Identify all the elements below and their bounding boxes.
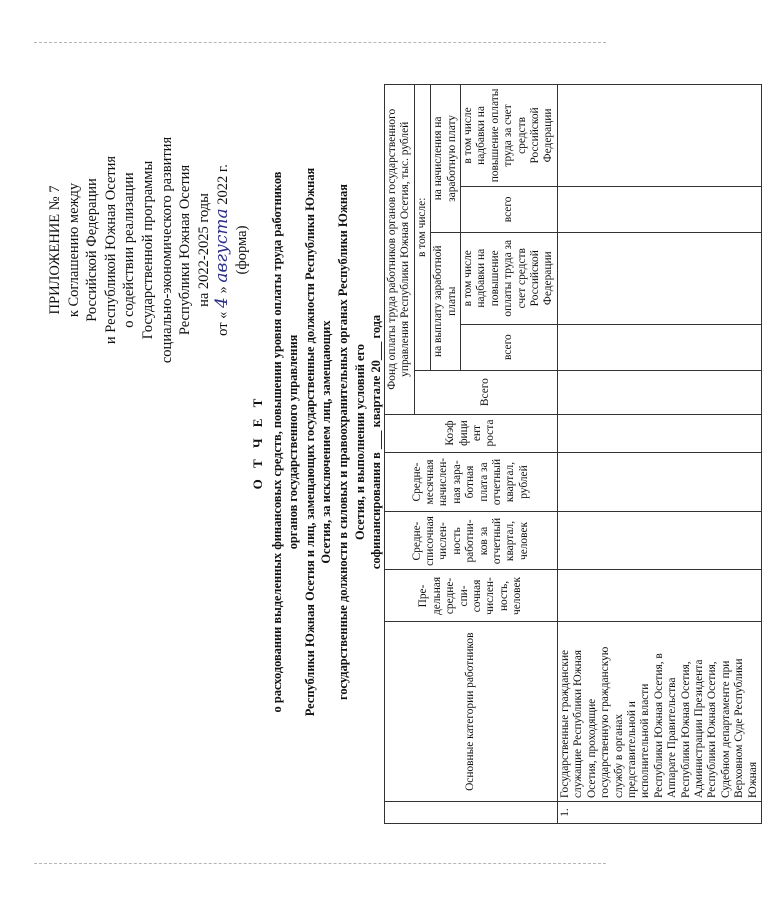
header-salary-payment: на выплату заработной платы xyxy=(431,232,461,370)
header-salary-rf: в том числе надбавки на повышение оплаты труда за счет средств Российской Федерации xyxy=(461,232,558,324)
report-title xyxy=(250,162,385,722)
title-line: о расходовании выделенных финансовых средств, повышении уровня оплаты труда работников органов государственного управления xyxy=(269,171,301,713)
form-label: (форма) xyxy=(233,225,250,275)
rotated-page xyxy=(44,62,759,862)
row-cell xyxy=(557,85,761,187)
header-including: в том числе: xyxy=(414,85,430,371)
appendix-line: социально-экономического развития xyxy=(158,136,175,364)
row-cell xyxy=(557,324,761,370)
header-avg-headcount: Средне-списочная числен-ность работни-ков за отчетный квартал, человек xyxy=(385,512,558,570)
header-salary-accrual: на начисления на заработную плату xyxy=(431,85,461,233)
report-heading: О Т Ч Е Т xyxy=(250,394,265,490)
header-avg-salary: Средне-месячная начислен-ная зара-ботная плата за отчетный квартал, рублей xyxy=(385,452,558,512)
row-cell xyxy=(557,370,761,414)
row-cell xyxy=(557,512,761,570)
table-row xyxy=(557,85,761,824)
header-salary-all: всего xyxy=(461,324,558,370)
title-line: Республики Южная Осетия и лиц, замещающих государственные должности Республики Южная Осетия, за исключением лиц, замещающих xyxy=(302,167,334,717)
appendix-line: Государственной программы xyxy=(139,160,156,340)
appendix-date xyxy=(213,100,233,400)
appendix-line: к Соглашению между xyxy=(65,182,82,318)
row-cell xyxy=(557,232,761,324)
header-num xyxy=(385,802,558,824)
header-accrual-rf: в том числе надбавки на повышение оплаты труда за счет средств Российской Федерации xyxy=(461,85,558,187)
report-table xyxy=(384,84,762,824)
appendix-line: Республики Южная Осетия xyxy=(177,164,194,336)
row-cell xyxy=(557,414,761,452)
title-line: софинансирования в ___ квартале 20___ года xyxy=(369,314,384,570)
row-category: Государственные гражданские служащие Республики Южная Осетия, проходящие государственную гражданскую службу в органах представительной и исполнительной власти Республики Южная Осетия, в Аппарате Правительства Республики Южная Осетия, Администрации Президента Республики Южная Осетия, Судебном департаменте при Верховном Суде Республики Южная xyxy=(557,622,761,802)
header-total: Всего xyxy=(414,370,557,414)
row-cell xyxy=(557,452,761,512)
appendix-line: о содействии реализации xyxy=(121,172,138,328)
header-categories: Основные категории работников xyxy=(385,622,558,802)
date-prefix: от « xyxy=(215,311,232,336)
date-year: 2022 г. xyxy=(215,164,232,205)
header-accrual-all: всего xyxy=(461,186,558,232)
row-cell xyxy=(557,570,761,622)
date-month-handwritten: августа xyxy=(212,208,233,283)
appendix-line: и Республикой Южная Осетия xyxy=(102,155,119,345)
row-cell xyxy=(557,186,761,232)
header-growth-coef: Коэф фици ент роста xyxy=(385,414,558,452)
row-num: 1. xyxy=(557,802,761,824)
appendix-line: ПРИЛОЖЕНИЕ № 7 xyxy=(47,185,63,315)
appendix-line: на 2022-2025 годы xyxy=(195,193,212,307)
date-mid: » xyxy=(215,286,232,294)
date-day-handwritten: 4 xyxy=(212,297,233,308)
header-fund: Фонд оплаты труда работников органов государственного управления Республики Южная Осетия, тыс. рублей xyxy=(385,85,415,415)
header-max-headcount: Пре-дельная средне-спи-сочная числен-ность, человек xyxy=(385,570,558,622)
title-line: государственные должности в силовых и правоохранительных органах Республики Южная Осетия, и выполнении условий его xyxy=(335,184,367,700)
appendix-block xyxy=(46,100,252,400)
appendix-line: Российской Федерации xyxy=(84,178,101,322)
